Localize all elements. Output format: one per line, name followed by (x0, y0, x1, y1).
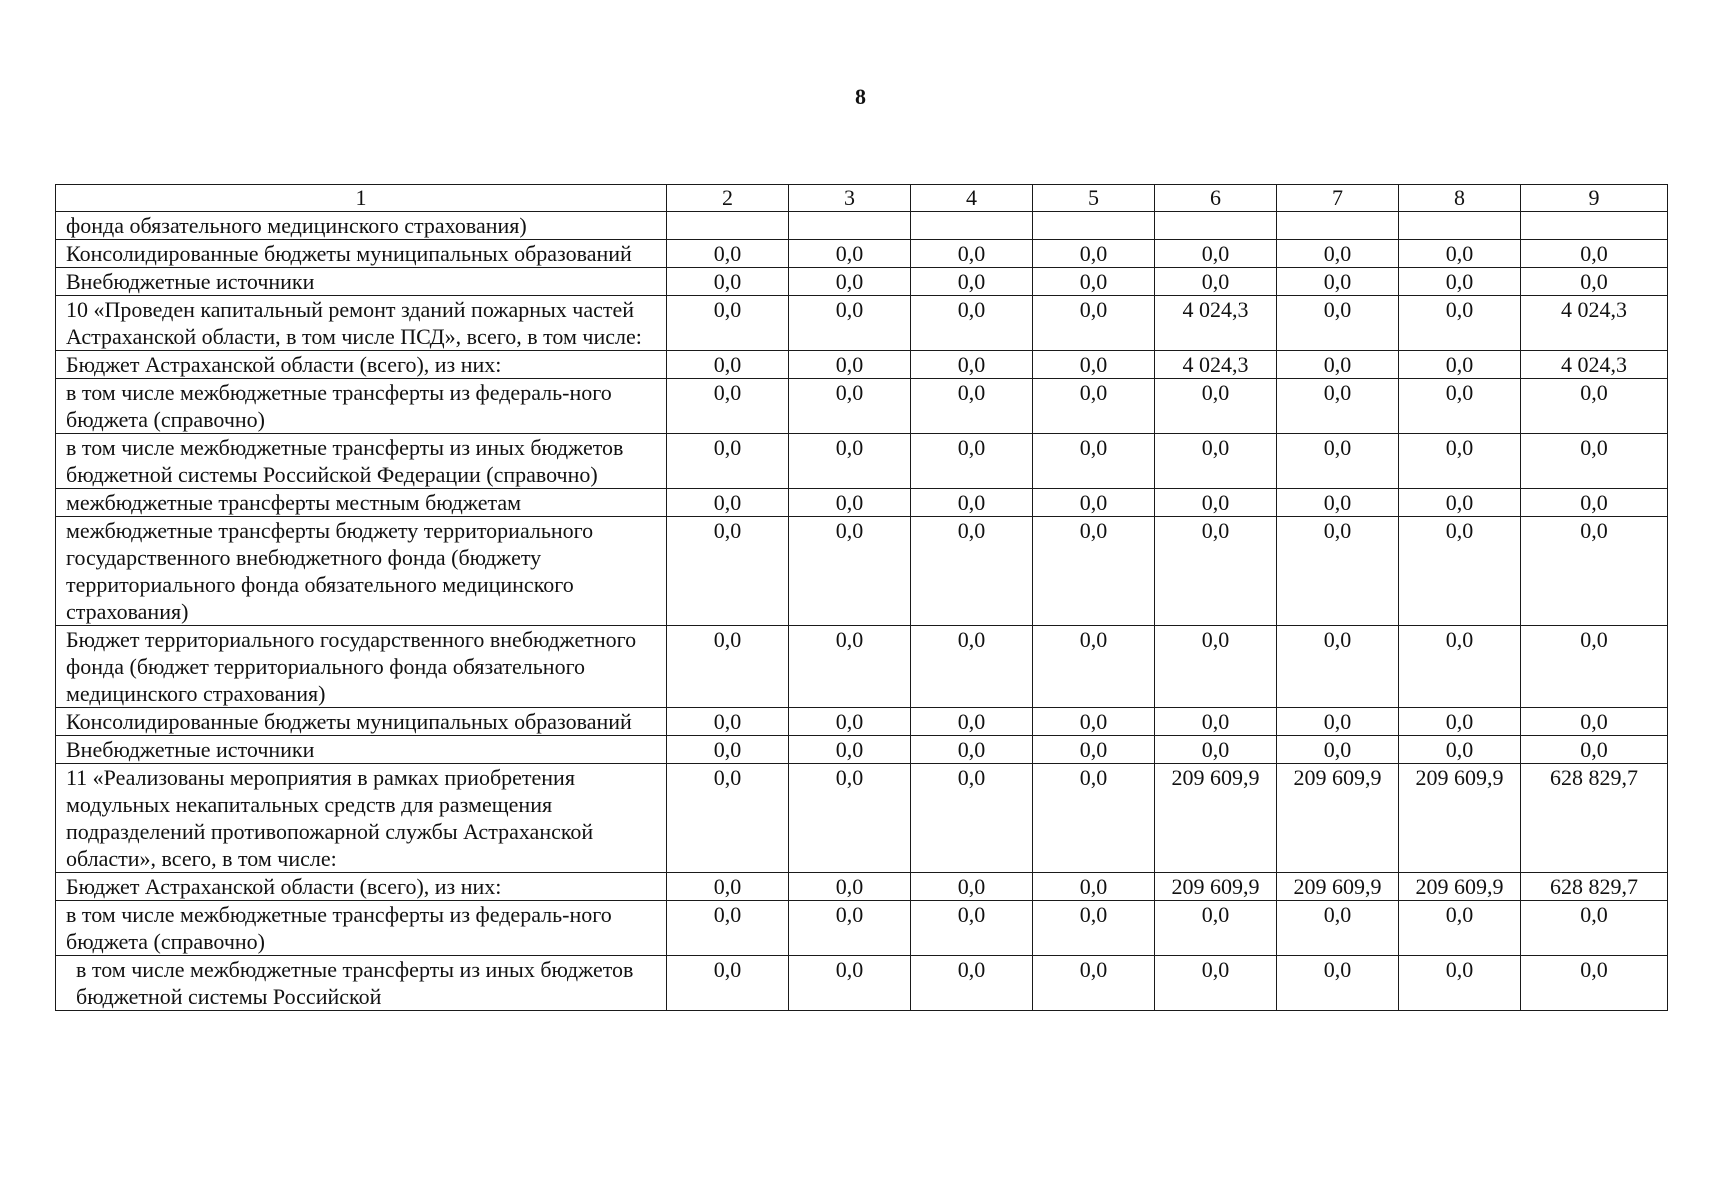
value-cell: 0,0 (1033, 736, 1155, 764)
row-label: в том числе межбюджетные трансферты из федераль-ного бюджета (справочно) (56, 901, 667, 956)
value-cell: 0,0 (911, 873, 1033, 901)
value-cell: 0,0 (1399, 708, 1521, 736)
row-label: в том числе межбюджетные трансферты из иных бюджетов бюджетной системы Российской Федерации (справочно) (56, 434, 667, 489)
value-cell: 209 609,9 (1155, 873, 1277, 901)
value-cell: 0,0 (1033, 489, 1155, 517)
value-cell: 0,0 (1521, 956, 1668, 1011)
row-label: Бюджет Астраханской области (всего), из них: (56, 873, 667, 901)
value-cell: 0,0 (789, 268, 911, 296)
value-cell: 0,0 (911, 901, 1033, 956)
row-label: межбюджетные трансферты местным бюджетам (56, 489, 667, 517)
value-cell: 0,0 (1399, 296, 1521, 351)
value-cell: 0,0 (1521, 268, 1668, 296)
value-cell: 0,0 (1521, 240, 1668, 268)
value-cell: 0,0 (789, 873, 911, 901)
value-cell: 0,0 (1277, 517, 1399, 626)
page-number: 8 (855, 84, 866, 109)
table-row (56, 736, 1668, 764)
value-cell (789, 212, 911, 240)
value-cell: 0,0 (1033, 434, 1155, 489)
row-label: 10 «Проведен капитальный ремонт зданий пожарных частей Астраханской области, в том числе ПСД», всего, в том числе: (56, 296, 667, 351)
table-header-row (56, 185, 1668, 212)
column-header: 5 (1033, 185, 1155, 212)
table-row (56, 873, 1668, 901)
value-cell: 0,0 (789, 379, 911, 434)
value-cell: 0,0 (667, 901, 789, 956)
value-cell: 0,0 (667, 736, 789, 764)
row-label: Внебюджетные источники (56, 736, 667, 764)
value-cell: 0,0 (1399, 379, 1521, 434)
row-label: фонда обязательного медицинского страхования) (56, 212, 667, 240)
column-header: 2 (667, 185, 789, 212)
value-cell: 0,0 (1033, 240, 1155, 268)
value-cell: 0,0 (911, 351, 1033, 379)
value-cell: 0,0 (1521, 489, 1668, 517)
row-label: Внебюджетные источники (56, 268, 667, 296)
value-cell: 0,0 (1033, 351, 1155, 379)
row-label: в том числе межбюджетные трансферты из иных бюджетов бюджетной системы Российской (56, 956, 667, 1011)
value-cell: 4 024,3 (1155, 351, 1277, 379)
value-cell: 0,0 (1277, 434, 1399, 489)
value-cell: 0,0 (1277, 901, 1399, 956)
value-cell (667, 212, 789, 240)
value-cell: 0,0 (789, 956, 911, 1011)
value-cell: 0,0 (789, 626, 911, 708)
value-cell: 0,0 (789, 240, 911, 268)
value-cell: 0,0 (911, 489, 1033, 517)
row-label: в том числе межбюджетные трансферты из федераль-ного бюджета (справочно) (56, 379, 667, 434)
value-cell: 0,0 (1155, 626, 1277, 708)
value-cell: 0,0 (667, 268, 789, 296)
column-header: 3 (789, 185, 911, 212)
value-cell: 4 024,3 (1521, 351, 1668, 379)
value-cell (1521, 212, 1668, 240)
value-cell: 0,0 (1399, 517, 1521, 626)
value-cell: 0,0 (1155, 708, 1277, 736)
value-cell: 0,0 (667, 517, 789, 626)
value-cell: 0,0 (1277, 736, 1399, 764)
value-cell: 0,0 (1033, 517, 1155, 626)
value-cell: 0,0 (911, 708, 1033, 736)
value-cell: 0,0 (667, 764, 789, 873)
value-cell: 0,0 (911, 268, 1033, 296)
value-cell (1033, 212, 1155, 240)
value-cell: 0,0 (789, 434, 911, 489)
table-row (56, 708, 1668, 736)
column-header: 7 (1277, 185, 1399, 212)
table-row (56, 351, 1668, 379)
column-header: 4 (911, 185, 1033, 212)
table-row (56, 517, 1668, 626)
value-cell: 0,0 (1521, 708, 1668, 736)
table-row (56, 901, 1668, 956)
value-cell: 0,0 (1277, 240, 1399, 268)
value-cell: 0,0 (1155, 240, 1277, 268)
row-label: 11 «Реализованы мероприятия в рамках приобретения модульных некапитальных средств для размещения подразделений противопожарной службы Астраханской области», всего, в том числе: (56, 764, 667, 873)
value-cell: 0,0 (667, 240, 789, 268)
row-label: Консолидированные бюджеты муниципальных образований (56, 240, 667, 268)
value-cell: 0,0 (1277, 268, 1399, 296)
value-cell: 0,0 (1399, 956, 1521, 1011)
value-cell: 0,0 (1033, 626, 1155, 708)
value-cell: 0,0 (1033, 296, 1155, 351)
table-row (56, 268, 1668, 296)
value-cell: 0,0 (1521, 517, 1668, 626)
column-header: 9 (1521, 185, 1668, 212)
value-cell: 0,0 (789, 736, 911, 764)
value-cell (1277, 212, 1399, 240)
value-cell (1155, 212, 1277, 240)
value-cell: 0,0 (1521, 379, 1668, 434)
value-cell: 0,0 (911, 626, 1033, 708)
value-cell: 0,0 (911, 240, 1033, 268)
value-cell: 0,0 (1521, 901, 1668, 956)
column-header: 1 (56, 185, 667, 212)
value-cell: 0,0 (667, 956, 789, 1011)
value-cell: 209 609,9 (1155, 764, 1277, 873)
value-cell: 0,0 (1277, 379, 1399, 434)
value-cell: 0,0 (1155, 956, 1277, 1011)
value-cell: 0,0 (1155, 901, 1277, 956)
value-cell: 0,0 (911, 434, 1033, 489)
value-cell: 0,0 (1277, 708, 1399, 736)
value-cell: 0,0 (1033, 901, 1155, 956)
value-cell: 0,0 (667, 626, 789, 708)
table-row (56, 212, 1668, 240)
value-cell: 0,0 (789, 489, 911, 517)
value-cell: 0,0 (667, 296, 789, 351)
value-cell: 0,0 (911, 956, 1033, 1011)
value-cell: 0,0 (789, 351, 911, 379)
table-row (56, 626, 1668, 708)
value-cell: 0,0 (1399, 901, 1521, 956)
value-cell: 0,0 (1277, 956, 1399, 1011)
value-cell: 0,0 (789, 296, 911, 351)
value-cell: 0,0 (789, 517, 911, 626)
value-cell: 0,0 (1033, 956, 1155, 1011)
value-cell: 0,0 (1521, 434, 1668, 489)
budget-table (55, 184, 1668, 1011)
value-cell: 0,0 (1399, 351, 1521, 379)
value-cell: 4 024,3 (1521, 296, 1668, 351)
value-cell: 209 609,9 (1277, 764, 1399, 873)
value-cell: 0,0 (667, 873, 789, 901)
table-row (56, 434, 1668, 489)
value-cell: 0,0 (1399, 268, 1521, 296)
value-cell: 0,0 (667, 434, 789, 489)
value-cell: 0,0 (1399, 489, 1521, 517)
row-label: Бюджет территориального государственного внебюджетного фонда (бюджет территориального фонда обязательного медицинского страхования) (56, 626, 667, 708)
value-cell: 0,0 (1399, 736, 1521, 764)
value-cell: 0,0 (1399, 240, 1521, 268)
value-cell: 0,0 (1155, 489, 1277, 517)
value-cell: 0,0 (911, 764, 1033, 873)
value-cell (1399, 212, 1521, 240)
value-cell: 0,0 (1155, 434, 1277, 489)
table-row (56, 764, 1668, 873)
value-cell: 0,0 (789, 901, 911, 956)
value-cell: 0,0 (1521, 626, 1668, 708)
value-cell: 0,0 (1155, 379, 1277, 434)
value-cell: 0,0 (1399, 434, 1521, 489)
value-cell: 4 024,3 (1155, 296, 1277, 351)
value-cell: 209 609,9 (1399, 764, 1521, 873)
value-cell: 0,0 (1155, 517, 1277, 626)
value-cell: 0,0 (667, 379, 789, 434)
value-cell: 0,0 (911, 736, 1033, 764)
value-cell: 0,0 (1277, 489, 1399, 517)
value-cell: 0,0 (911, 379, 1033, 434)
table-row (56, 379, 1668, 434)
table-row (56, 240, 1668, 268)
row-label: Бюджет Астраханской области (всего), из них: (56, 351, 667, 379)
value-cell: 0,0 (667, 351, 789, 379)
value-cell: 628 829,7 (1521, 873, 1668, 901)
table-row (56, 296, 1668, 351)
value-cell: 628 829,7 (1521, 764, 1668, 873)
table-row (56, 956, 1668, 1011)
value-cell: 0,0 (1155, 268, 1277, 296)
value-cell: 0,0 (1033, 708, 1155, 736)
value-cell: 0,0 (1033, 764, 1155, 873)
row-label: Консолидированные бюджеты муниципальных образований (56, 708, 667, 736)
value-cell: 0,0 (1277, 351, 1399, 379)
column-header: 6 (1155, 185, 1277, 212)
value-cell: 0,0 (1521, 736, 1668, 764)
value-cell: 0,0 (1155, 736, 1277, 764)
value-cell: 0,0 (911, 296, 1033, 351)
table-row (56, 489, 1668, 517)
row-label: межбюджетные трансферты бюджету территориального государственного внебюджетного фонда (бюджету территориального фонда обязательного медицинского страхования) (56, 517, 667, 626)
value-cell: 0,0 (667, 489, 789, 517)
value-cell (911, 212, 1033, 240)
value-cell: 0,0 (789, 764, 911, 873)
value-cell: 0,0 (667, 708, 789, 736)
value-cell: 0,0 (1033, 379, 1155, 434)
value-cell: 0,0 (789, 708, 911, 736)
value-cell: 209 609,9 (1399, 873, 1521, 901)
value-cell: 0,0 (911, 517, 1033, 626)
value-cell: 0,0 (1033, 268, 1155, 296)
value-cell: 0,0 (1277, 626, 1399, 708)
value-cell: 209 609,9 (1277, 873, 1399, 901)
value-cell: 0,0 (1277, 296, 1399, 351)
column-header: 8 (1399, 185, 1521, 212)
value-cell: 0,0 (1033, 873, 1155, 901)
value-cell: 0,0 (1399, 626, 1521, 708)
